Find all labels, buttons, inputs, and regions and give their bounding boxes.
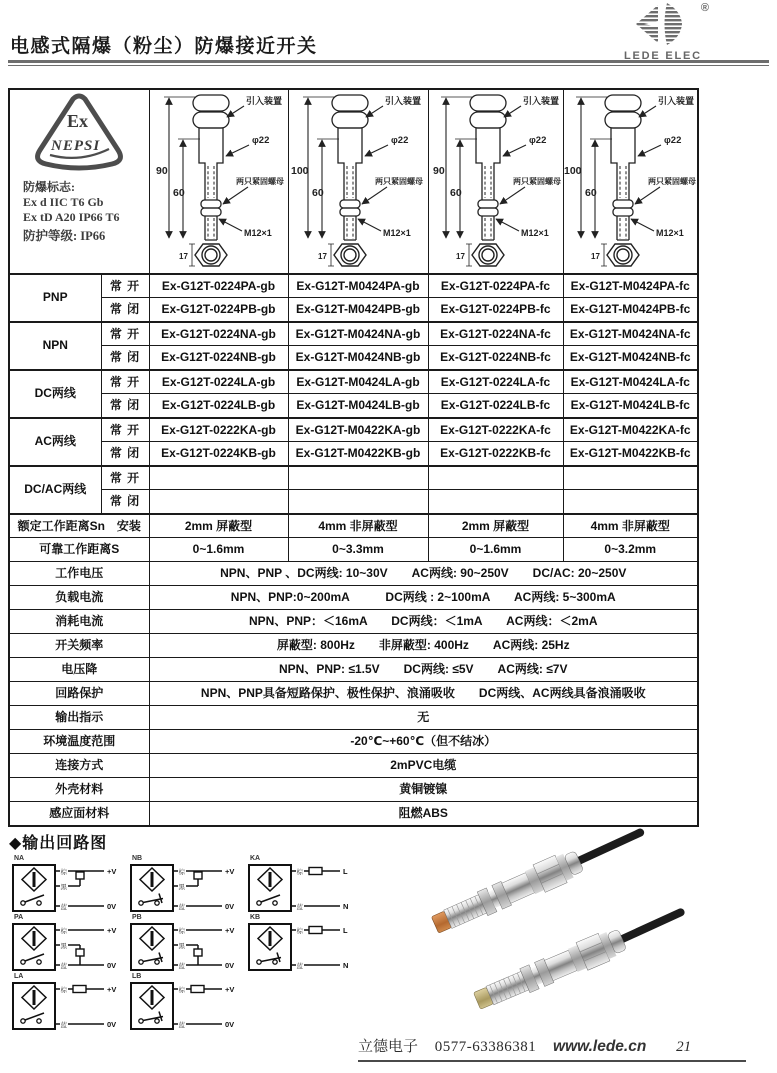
model-cell: Ex-G12T-0224NB-fc: [428, 346, 563, 370]
circuit-icon: [248, 922, 361, 972]
contact-state-cell: 常 开: [101, 418, 149, 442]
circuit-icon: [248, 863, 361, 913]
model-cell: Ex-G12T-0224PA-gb: [149, 274, 288, 298]
spec-value-cell: -20℃~+60℃（但不结冰）: [149, 730, 698, 754]
spec-label-cell: 输出指示: [9, 706, 149, 730]
svg-text:蓝: 蓝: [60, 903, 67, 911]
model-cell: [563, 466, 698, 490]
model-cell: Ex-G12T-0224LB-fc: [428, 394, 563, 418]
dimension-drawing-4: [563, 89, 698, 274]
circuit-diagram-PA: [12, 914, 130, 973]
svg-text:N: N: [343, 961, 349, 970]
svg-text:棕: 棕: [296, 868, 303, 876]
circuit-diagram-LB: [130, 973, 248, 1032]
spec-value-cell: 4mm 非屏蔽型: [288, 514, 428, 538]
svg-text:两只紧固螺母: 两只紧固螺母: [647, 177, 696, 186]
model-cell: Ex-G12T-M0422KA-gb: [288, 418, 428, 442]
svg-text:棕: 棕: [296, 927, 303, 935]
model-cell: Ex-G12T-0222KA-fc: [428, 418, 563, 442]
svg-text:黑: 黑: [60, 883, 67, 891]
svg-text:棕: 棕: [60, 986, 67, 994]
product-photos: [380, 818, 777, 1053]
output-circuits-grid: [12, 855, 368, 1032]
model-cell: [428, 490, 563, 514]
svg-text:蓝: 蓝: [296, 962, 303, 970]
footer: [358, 1035, 691, 1056]
output-circuits-title: ◆输出回路图: [9, 835, 108, 852]
contact-state-cell: 常 闭: [101, 346, 149, 370]
svg-text:M12×1: M12×1: [243, 228, 272, 238]
model-cell: [563, 490, 698, 514]
spec-value-cell: 2mm 屏蔽型: [149, 514, 288, 538]
spec-label-cell: 连接方式: [9, 754, 149, 778]
cert-mark-line1: Ex d IIC T6 Gb: [23, 195, 104, 209]
svg-text:0V: 0V: [107, 902, 117, 911]
model-cell: Ex-G12T-M0424PB-fc: [563, 298, 698, 322]
svg-text:M12×1: M12×1: [383, 228, 411, 238]
svg-text:90: 90: [155, 165, 168, 177]
svg-text:17: 17: [318, 252, 327, 261]
spec-row: [9, 586, 698, 610]
svg-text:L: L: [343, 926, 348, 935]
model-cell: Ex-G12T-0224NA-gb: [149, 322, 288, 346]
model-row: [9, 298, 698, 322]
spec-value-cell: 阻燃ABS: [149, 802, 698, 826]
spec-label-cell: 工作电压: [9, 562, 149, 586]
category-cell: AC两线: [9, 418, 101, 466]
svg-text:0V: 0V: [107, 961, 117, 970]
svg-text:60: 60: [172, 187, 185, 199]
cert-mark-label: 防爆标志:: [23, 180, 75, 194]
svg-text:+V: +V: [225, 926, 235, 935]
brand-logo-icon: [634, 3, 690, 45]
model-cell: Ex-G12T-M0424LB-fc: [563, 394, 698, 418]
svg-text:蓝: 蓝: [178, 903, 185, 911]
svg-text:M12×1: M12×1: [655, 228, 684, 238]
svg-text:黑: 黑: [178, 942, 185, 950]
model-cell: Ex-G12T-0224LA-gb: [149, 370, 288, 394]
svg-text:棕: 棕: [178, 868, 185, 876]
svg-text:蓝: 蓝: [60, 1021, 67, 1029]
circuit-icon: [12, 863, 125, 913]
model-cell: Ex-G12T-0224KB-gb: [149, 442, 288, 466]
footer-website[interactable]: www.lede.cn: [553, 1038, 647, 1055]
badge-nepsi-text: NEPSI: [51, 138, 101, 154]
svg-text:蓝: 蓝: [60, 962, 67, 970]
svg-text:M12×1: M12×1: [520, 228, 549, 238]
svg-text:棕: 棕: [178, 986, 185, 994]
model-cell: Ex-G12T-M0424PA-gb: [288, 274, 428, 298]
logo-left-shape: [636, 5, 658, 43]
spec-row: [9, 538, 698, 562]
model-row: [9, 418, 698, 442]
circuit-icon: [12, 922, 125, 972]
model-row: [9, 274, 698, 298]
circuit-icon: [130, 981, 243, 1031]
dimension-drawing-2: [288, 89, 428, 274]
sensor-dimension-icon: [291, 90, 425, 270]
model-cell: [149, 466, 288, 490]
category-cell: PNP: [9, 274, 101, 322]
svg-text:60: 60: [312, 187, 324, 199]
circuit-diagram-KA: [248, 855, 366, 914]
contact-state-cell: 常 闭: [101, 490, 149, 514]
model-cell: [288, 490, 428, 514]
page-title: 电感式隔爆（粉尘）防爆接近开关: [10, 36, 318, 57]
svg-text:φ22: φ22: [251, 135, 269, 146]
cert-protection: 防护等级: IP66: [23, 229, 106, 243]
spec-value-cell: 0~3.3mm: [288, 538, 428, 562]
model-cell: Ex-G12T-M0424NB-gb: [288, 346, 428, 370]
certification-cell: [9, 89, 149, 274]
contact-state-cell: 常 闭: [101, 442, 149, 466]
brand-name: LEDE ELEC: [624, 50, 702, 62]
spec-value-cell: 无: [149, 706, 698, 730]
model-cell: Ex-G12T-M0424LA-gb: [288, 370, 428, 394]
category-cell: NPN: [9, 322, 101, 370]
contact-state-cell: 常 开: [101, 370, 149, 394]
circuit-label: KA: [250, 855, 261, 862]
circuit-label: LA: [14, 973, 24, 980]
circuit-icon: [130, 922, 243, 972]
svg-text:棕: 棕: [178, 927, 185, 935]
model-cell: [428, 466, 563, 490]
footer-company: 立德电子: [358, 1039, 419, 1055]
svg-text:+V: +V: [107, 985, 117, 994]
dimension-drawing-3: [428, 89, 563, 274]
spec-row: [9, 610, 698, 634]
spec-label-cell: 开关频率: [9, 634, 149, 658]
spec-row: [9, 658, 698, 682]
spec-value-cell: 屏蔽型: 800Hz 非屏蔽型: 400Hz AC两线: 25Hz: [149, 634, 698, 658]
svg-text:100: 100: [563, 165, 582, 177]
model-cell: Ex-G12T-0224NA-fc: [428, 322, 563, 346]
model-cell: Ex-G12T-M0424NA-gb: [288, 322, 428, 346]
svg-text:+V: +V: [225, 867, 235, 876]
contact-state-cell: 常 开: [101, 322, 149, 346]
model-cell: [149, 490, 288, 514]
svg-text:+V: +V: [107, 867, 117, 876]
circuit-diagram-NA: [12, 855, 130, 914]
footer-divider: [358, 1060, 746, 1062]
spec-label-cell: 消耗电流: [9, 610, 149, 634]
circuit-icon: [12, 981, 125, 1031]
cert-mark-line2: Ex tD A20 IP66 T6: [23, 210, 120, 224]
spec-row: [9, 682, 698, 706]
circuit-diagram-LA: [12, 973, 130, 1032]
spec-value-cell: NPN、PNP: ≤1.5V DC两线: ≤5V AC两线: ≤7V: [149, 658, 698, 682]
svg-text:蓝: 蓝: [178, 962, 185, 970]
spec-value-cell: 4mm 非屏蔽型: [563, 514, 698, 538]
svg-text:+V: +V: [225, 985, 235, 994]
model-cell: Ex-G12T-M0422KB-gb: [288, 442, 428, 466]
svg-text:0V: 0V: [225, 961, 235, 970]
model-cell: Ex-G12T-0224NB-gb: [149, 346, 288, 370]
svg-text:17: 17: [455, 252, 465, 261]
nepsi-badge-icon: [28, 90, 130, 178]
svg-text:φ22: φ22: [391, 135, 409, 146]
spec-value-cell: NPN、PNP：＜16mA DC两线：＜1mA AC两线：＜2mA: [149, 610, 698, 634]
product-photo-sensor-1: [429, 820, 647, 939]
spec-label-cell: 负载电流: [9, 586, 149, 610]
model-row: [9, 346, 698, 370]
model-cell: Ex-G12T-0224LA-fc: [428, 370, 563, 394]
circuit-label: PA: [14, 914, 24, 921]
logo-right-shape: [665, 3, 683, 45]
svg-text:60: 60: [449, 187, 462, 199]
svg-text:引入装置: 引入装置: [657, 96, 694, 106]
model-cell: Ex-G12T-M0424PB-gb: [288, 298, 428, 322]
model-cell: Ex-G12T-M0424NB-fc: [563, 346, 698, 370]
spec-label-cell: 可靠工作距离S: [9, 538, 149, 562]
sensor-dimension-icon: [429, 90, 563, 270]
svg-text:棕: 棕: [60, 868, 67, 876]
dimension-drawing-1: [149, 89, 288, 274]
category-cell: DC/AC两线: [9, 466, 101, 514]
svg-text:φ22: φ22: [663, 135, 681, 146]
svg-text:两只紧固螺母: 两只紧固螺母: [235, 177, 284, 186]
circuit-diagram-NB: [130, 855, 248, 914]
spec-label-cell: 回路保护: [9, 682, 149, 706]
model-cell: Ex-G12T-M0422KA-fc: [563, 418, 698, 442]
circuit-diagram-PB: [130, 914, 248, 973]
model-cell: Ex-G12T-0224PA-fc: [428, 274, 563, 298]
spec-label-cell: 额定工作距离Sn 安装: [9, 514, 149, 538]
svg-text:L: L: [343, 867, 348, 876]
spec-row: [9, 562, 698, 586]
spec-value-cell: 0~1.6mm: [149, 538, 288, 562]
spec-label-cell: 外壳材料: [9, 778, 149, 802]
brand-logo: [624, 2, 709, 62]
model-cell: Ex-G12T-0224PB-gb: [149, 298, 288, 322]
model-cell: Ex-G12T-0222KB-fc: [428, 442, 563, 466]
contact-state-cell: 常 闭: [101, 394, 149, 418]
spec-row: [9, 706, 698, 730]
svg-text:蓝: 蓝: [178, 1021, 185, 1029]
svg-text:引入装置: 引入装置: [522, 96, 559, 106]
spec-row: [9, 514, 698, 538]
svg-text:引入装置: 引入装置: [385, 96, 422, 106]
svg-text:N: N: [343, 902, 349, 911]
model-cell: Ex-G12T-M0422KB-fc: [563, 442, 698, 466]
contact-state-cell: 常 开: [101, 274, 149, 298]
spec-value-cell: 2mPVC电缆: [149, 754, 698, 778]
spec-label-cell: 电压降: [9, 658, 149, 682]
model-cell: Ex-G12T-0222KA-gb: [149, 418, 288, 442]
circuit-label: KB: [250, 914, 261, 921]
circuit-label: NB: [132, 855, 143, 862]
spec-value-cell: 0~1.6mm: [428, 538, 563, 562]
model-cell: Ex-G12T-M0424PA-fc: [563, 274, 698, 298]
model-cell: Ex-G12T-0224PB-fc: [428, 298, 563, 322]
svg-text:60: 60: [584, 187, 597, 199]
svg-text:0V: 0V: [225, 902, 235, 911]
contact-state-cell: 常 闭: [101, 298, 149, 322]
model-cell: Ex-G12T-0224LB-gb: [149, 394, 288, 418]
model-row: [9, 490, 698, 514]
model-row: [9, 370, 698, 394]
product-photo-sensor-2: [471, 900, 687, 1014]
circuit-label: PB: [132, 914, 142, 921]
svg-text:90: 90: [432, 165, 445, 177]
svg-text:蓝: 蓝: [296, 903, 303, 911]
svg-text:引入装置: 引入装置: [245, 96, 282, 106]
spec-value-cell: NPN、PNP 、DC两线: 10~30V AC两线: 90~250V DC/AC: 20~250V: [149, 562, 698, 586]
spec-value-cell: 2mm 屏蔽型: [428, 514, 563, 538]
circuit-label: LB: [132, 973, 142, 980]
spec-table: [8, 88, 699, 827]
svg-text:黑: 黑: [178, 883, 185, 891]
badge-ex-text: Ex: [67, 111, 89, 131]
svg-text:100: 100: [291, 165, 309, 177]
svg-text:+V: +V: [107, 926, 117, 935]
circuit-diagram-KB: [248, 914, 366, 973]
spec-value-cell: NPN、PNP具备短路保护、极性保护、浪涌吸收 DC两线、AC两线具备浪涌吸收: [149, 682, 698, 706]
svg-text:两只紧固螺母: 两只紧固螺母: [375, 177, 423, 186]
contact-state-cell: 常 开: [101, 466, 149, 490]
spec-value-cell: 黄铜镀镍: [149, 778, 698, 802]
svg-text:黑: 黑: [60, 942, 67, 950]
model-cell: Ex-G12T-M0424LA-fc: [563, 370, 698, 394]
model-cell: [288, 466, 428, 490]
circuit-label: NA: [14, 855, 25, 862]
registered-mark: ®: [700, 2, 709, 14]
sensor-dimension-icon: [152, 90, 286, 270]
page-number: 21: [676, 1039, 692, 1055]
drawing-row: [9, 89, 698, 274]
model-row: [9, 466, 698, 490]
svg-text:0V: 0V: [107, 1020, 117, 1029]
certification-text: [10, 180, 119, 244]
spec-value-cell: 0~3.2mm: [563, 538, 698, 562]
model-row: [9, 442, 698, 466]
spec-label-cell: 感应面材料: [9, 802, 149, 826]
svg-text:17: 17: [590, 252, 600, 261]
spec-row: [9, 634, 698, 658]
model-cell: Ex-G12T-M0424NA-fc: [563, 322, 698, 346]
header-divider: [8, 60, 769, 66]
spec-value-cell: NPN、PNP:0~200mA DC两线 : 2~100mA AC两线: 5~300mA: [149, 586, 698, 610]
footer-phone: 0577-63386381: [434, 1039, 537, 1055]
table-body: [9, 89, 698, 826]
svg-text:17: 17: [178, 252, 188, 261]
model-row: [9, 394, 698, 418]
circuit-icon: [130, 863, 243, 913]
sensor-dimension-icon: [564, 90, 698, 270]
spec-row: [9, 778, 698, 802]
svg-text:两只紧固螺母: 两只紧固螺母: [512, 177, 561, 186]
svg-text:0V: 0V: [225, 1020, 235, 1029]
spec-row: [9, 754, 698, 778]
model-cell: Ex-G12T-M0424LB-gb: [288, 394, 428, 418]
svg-text:棕: 棕: [60, 927, 67, 935]
model-row: [9, 322, 698, 346]
spec-label-cell: 环境温度范围: [9, 730, 149, 754]
svg-text:φ22: φ22: [528, 135, 546, 146]
category-cell: DC两线: [9, 370, 101, 418]
spec-row: [9, 730, 698, 754]
